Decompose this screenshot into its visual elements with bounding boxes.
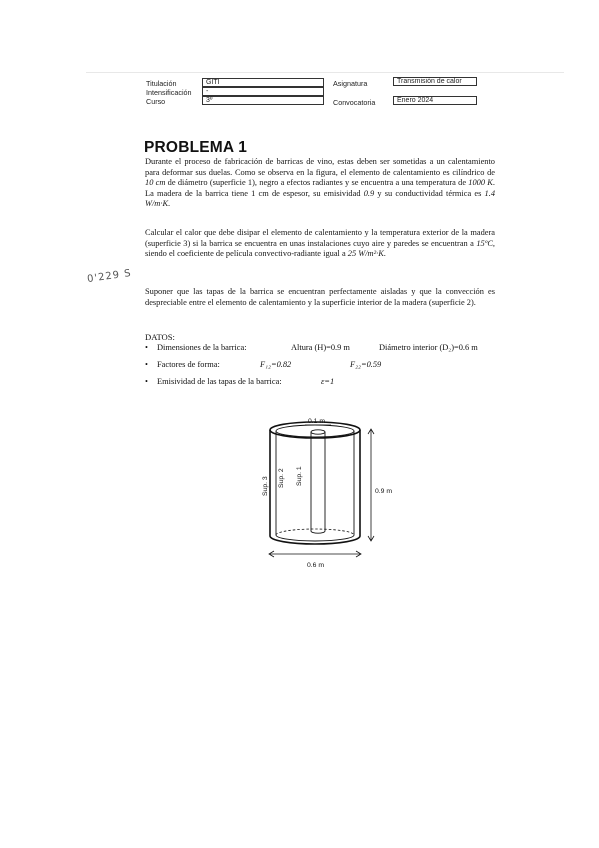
dimensions-label: Dimensiones de la barrica:: [157, 343, 247, 352]
height-dimension-label: 0.9 m: [375, 488, 392, 495]
asignatura-label: Asignatura: [333, 79, 368, 88]
f22-value: F₂₂=0.59: [350, 360, 382, 369]
heater-bottom: [311, 531, 325, 533]
top-dimension-label: 0.1 m: [308, 418, 325, 425]
handwritten-note: 0'229 S: [86, 267, 133, 286]
curso-label: Curso: [146, 97, 166, 106]
curso-value: 3º: [202, 96, 324, 105]
datos-title: DATOS:: [145, 332, 175, 342]
inner-bottom-arc: [276, 535, 354, 541]
datos-row-dimensions: [145, 343, 478, 352]
intensificacion-value: -: [202, 87, 324, 96]
asignatura-value: Transmisión de calor: [393, 77, 477, 86]
altura-value: Altura (H)=0.9 m: [291, 343, 350, 352]
convocatoria-label: Convocatoria: [333, 98, 376, 107]
titulacion-label: Titulación: [146, 79, 177, 88]
sup1-label: Sup. 1: [296, 466, 303, 486]
barrel-figure: [255, 418, 405, 580]
convocatoria-value: Enero 2024: [393, 96, 477, 105]
sup3-label: Sup. 3: [262, 476, 269, 496]
bullet-icon: •: [145, 360, 148, 369]
intensificacion-label: Intensificación: [146, 88, 192, 97]
problem-paragraph-3: Suponer que las tapas de la barrica se encuentran perfectamente aisladas y que la convección es despreciable entre el elemento de calentamiento y la superficie interior de la madera (superficie 2).: [145, 287, 495, 307]
f12-value: F₁₂=0.82: [260, 360, 292, 369]
problem-title: PROBLEMA 1: [144, 139, 248, 156]
inner-bottom-hidden: [276, 529, 354, 535]
sup2-label: Sup. 2: [278, 468, 285, 488]
titulacion-value: GITI: [202, 78, 324, 87]
diametro-value: Diámetro interior (D₂)=0.6 m: [379, 343, 478, 352]
outer-bottom-arc: [270, 536, 360, 544]
inner-top-ellipse: [276, 425, 354, 437]
emissivity-label: Emisividad de las tapas de la barrica:: [157, 377, 282, 386]
bullet-icon: •: [145, 343, 148, 352]
page-top-edge: [86, 72, 564, 73]
problem-paragraph-1: Durante el proceso de fabricación de barricas de vino, estas deben ser sometidas a un calentamiento para deformar sus duelas. Como se observa en la figura, el elemento de calentamiento es cilíndrico de 10 cm de diámetro (superficie 1), negro a efectos radiantes y se encuentra a una temperatura de 1000 K. La madera de la barrica tiene 1 cm de espesor, su emisividad 0.9 y su conductividad térmica es 1.4 W/m·K.: [145, 157, 496, 209]
bullet-icon: •: [145, 377, 148, 386]
heater-top: [311, 430, 325, 434]
epsilon-value: ε=1: [321, 377, 335, 386]
datos-row-emissivity: [145, 377, 335, 386]
datos-row-view-factors: [145, 360, 382, 369]
problem-paragraph-2: Calcular el calor que debe disipar el elemento de calentamiento y la temperatura exterior de la madera (superficie 3) si la barrica se encuentra en unas instalaciones cuyo aire y paredes se encuentran a 15ºC, siendo el coeficiente de película convectivo-radiante igual a 25 W/m²·K.: [145, 228, 495, 259]
view-factors-label: Factores de forma:: [157, 360, 220, 369]
width-dimension-label: 0.6 m: [307, 562, 324, 569]
